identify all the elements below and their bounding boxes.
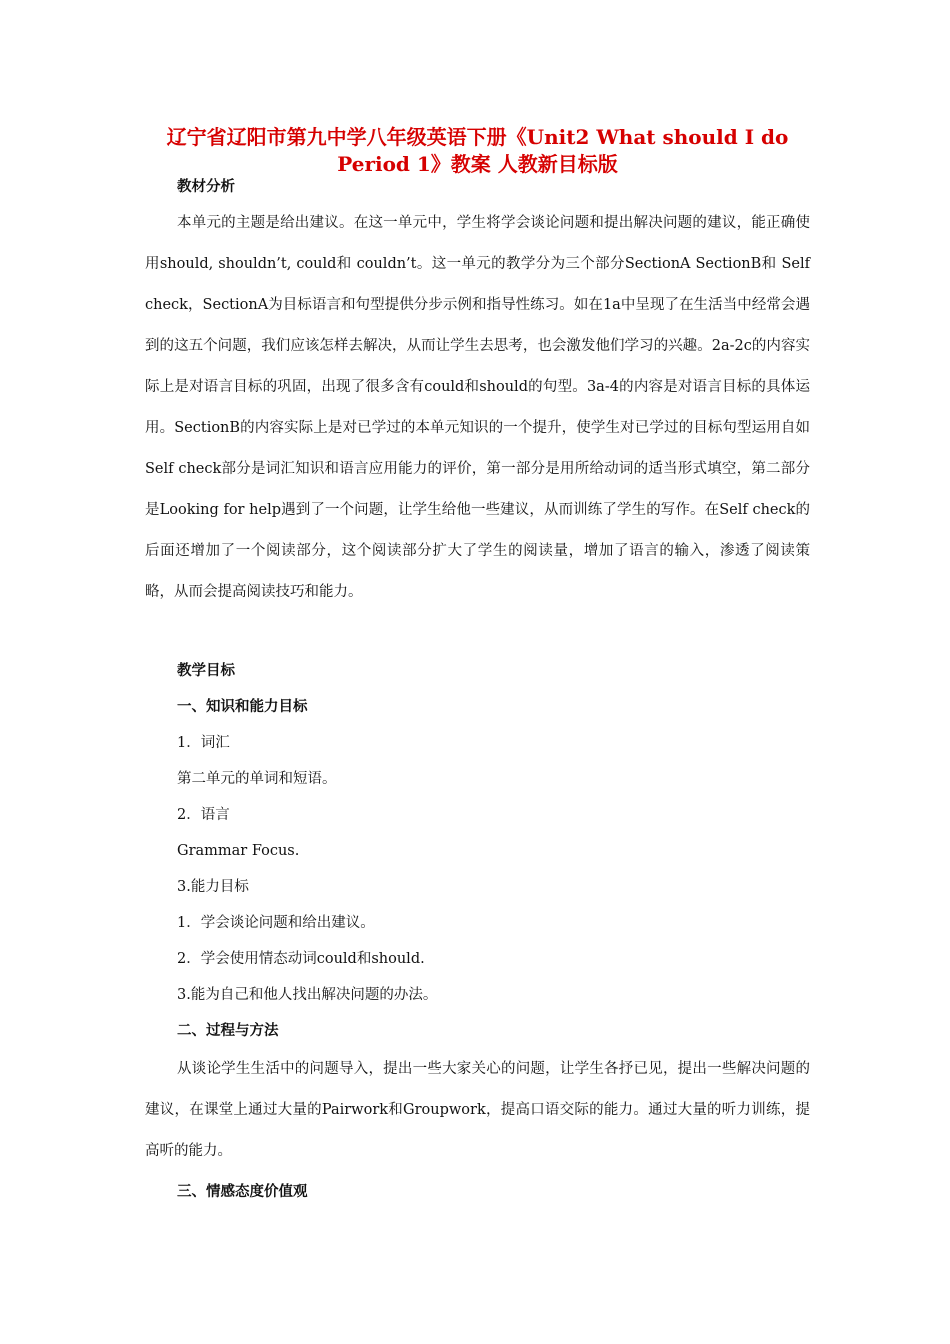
subheading-emotion: 三、情感态度价值观 — [177, 1184, 308, 1200]
teaching-goals-section — [145, 653, 810, 1210]
process-paragraph: 从谈论学生生活中的问题导入，提出一些大家关心的问题，让学生各抒已见，提出一些解决问题的建议，在课堂上通过大量的Pairwork和Groupwork，提高口语交际的能力。通过大量的听力训练，提高听的能力。 — [145, 1061, 810, 1159]
knowledge-item: 3.能力目标 — [177, 879, 249, 895]
section-heading-analysis: 教材分析 — [177, 179, 235, 195]
knowledge-item: 1．词汇 — [177, 735, 230, 751]
analysis-paragraph: 本单元的主题是给出建议。在这一单元中，学生将学会谈论问题和提出解决问题的建议，能正确使用should, shouldn’t, could和 couldn’t。这一单元的教学分为三个部分SectionA SectionB和 Self check，SectionA为目标语言和句型提供分步示例和指导性练习。如在1a中呈现了在生活当中经常会遇到的这五个问题，我们应该怎样去解决，从而让学生去思考，也会激发他们学习的兴趣。2a-2c的内容实际上是对语言目标的巩固，出现了很多含有could和should的句型。3a-4的内容是对语言目标的具体运用。SectionB的内容实际上是对已学过的本单元知识的一个提升，使学生对已学过的目标句型运用自如Self check部分是词汇知识和语言应用能力的评价，第一部分是用所给动词的适当形式填空，第二部分是Looking for help遇到了一个问题，让学生给他一些建议，从而训练了学生的写作。在Self check的后面还增加了一个阅读部分，这个阅读部分扩大了学生的阅读量，增加了语言的输入，渗透了阅读策略，从而会提高阅读技巧和能力。 — [145, 215, 810, 600]
analysis-section — [145, 170, 810, 613]
subheading-knowledge: 一、知识和能力目标 — [177, 699, 308, 715]
knowledge-item: 1．学会谈论问题和给出建议。 — [177, 915, 375, 931]
knowledge-item: 2．语言 — [177, 807, 230, 823]
knowledge-item: 3.能为自己和他人找出解决问题的办法。 — [177, 987, 438, 1003]
subheading-process: 二、过程与方法 — [177, 1023, 279, 1039]
knowledge-item: 2．学会使用情态动词could和should. — [177, 951, 425, 967]
knowledge-item: 第二单元的单词和短语。 — [177, 771, 337, 787]
document-title: 辽宁省辽阳市第九中学八年级英语下册《Unit2 What should I do Period 1》教案 人教新目标版 — [166, 125, 789, 176]
section-heading-teaching-goals: 教学目标 — [177, 663, 235, 679]
knowledge-item: Grammar Focus. — [177, 843, 300, 859]
